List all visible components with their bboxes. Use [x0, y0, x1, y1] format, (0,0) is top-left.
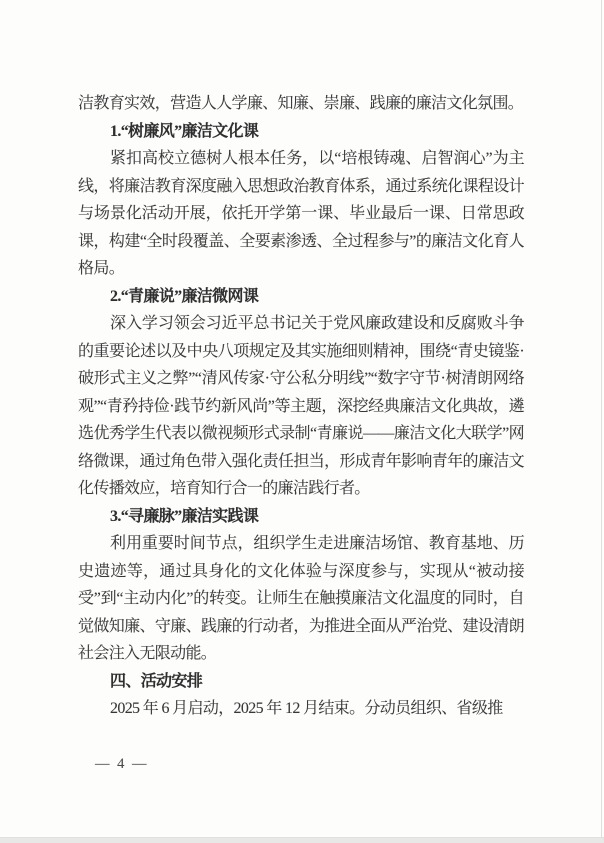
- scan-edge-bottom-strip: [0, 837, 604, 843]
- heading-4-activity-schedule: 四、活动安排: [110, 672, 203, 690]
- paragraph-continuation: 洁教育实效，营造人人学廉、知廉、崇廉、践廉的廉洁文化氛围。: [78, 95, 524, 112]
- heading-2-qinglianshuo-micro-course: 2.“青廉说”廉洁微网课: [110, 287, 259, 305]
- heading-1-shulianfeng-culture-course: 1.“树廉风”廉洁文化课: [110, 122, 259, 140]
- document-body: [78, 90, 524, 723]
- paragraph-micro-course: 深入学习领会习近平总书记关于党风廉政建设和反腐败斗争的重要论述以及中央八项规定及其实施细则精神，围绕“青史镜鉴·破形式主义之弊”“清风传家·守公私分明线”“数字守节·树清朗网络观”“青矜持俭·践节约新风尚”等主题，深挖经典廉洁文化典故，遴选优秀学生代表以微视频形式录制“青廉说——廉洁文化大联学”网络微课，通过角色带入强化责任担当，形成青年影响青年的廉洁文化传播效应，培育知行合一的廉洁践行者。: [78, 315, 524, 497]
- paragraph-schedule: 2025 年 6 月启动，2025 年 12 月结束。分动员组织、省级推: [110, 700, 503, 717]
- paragraph-practice-course: 利用重要时间节点，组织学生走进廉洁场馆、教育基地、历史遗迹等，通过具身化的文化体验与深度参与，实现从“被动接受”到“主动内化”的转变。让师生在触摸廉洁文化温度的同时，自觉做知廉、守廉、践廉的行动者，为推进全面从严治党、建设清朗社会注入无限动能。: [78, 535, 524, 662]
- heading-3-xunlianmai-practice-course: 3.“寻廉脉”廉洁实践课: [110, 507, 259, 525]
- paragraph-culture-course: 紧扣高校立德树人根本任务，以“培根铸魂、启智润心”为主线，将廉洁教育深度融入思想政治教育体系，通过系统化课程设计与场景化活动开展，依托开学第一课、毕业最后一课、日常思政课，构建“全时段覆盖、全要素渗透、全过程参与”的廉洁文化育人格局。: [78, 150, 524, 277]
- scan-edge-right-line: [601, 0, 602, 843]
- page-number: — 4 —: [95, 756, 149, 772]
